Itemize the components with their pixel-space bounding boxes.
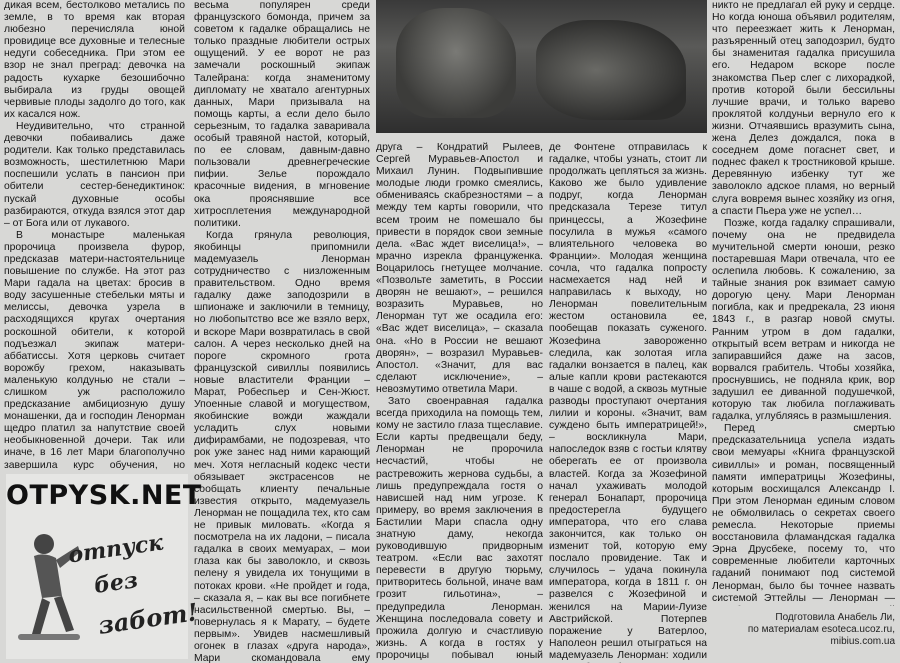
paragraph: Неудивительно, что странной девочки побаивались даже родители. Как только представилась возможность, шестилетнюю Мари поспешили услать в пансион при обители сестер-бенедиктинок: пускай духовные особы разбираются, откуда взялся этот дар – от Бога или от лукавого. (4, 120, 185, 229)
column-2 (194, 0, 370, 663)
credit-line: Подготовила Анабель Ли, (775, 612, 895, 623)
credit-line: mibius.com.ua (830, 636, 895, 647)
advertisement-otpysk[interactable] (6, 474, 202, 659)
paragraph: Зато своенравная гадалка всегда приходила на помощь тем, кому не застило глаза тщеславие. Если карты предвещали беду, Ленорман не пророчила несчастий, чтобы не растревожить жернова судьбы, а лишь предупреждала гостя о нависшей над ним угрозе. К примеру, во время заключения в Бастилии Мари спасла одну знатную даму, некогда руководившую придворным театром. «Если вас захотят перевести в другую тюрьму, притворитесь больной, иначе вам грозит гильотина», – предупредила Ленорман. Женщина последовала совету и прожила долгую и счастливую жизнь. А когда в гостях у пророчицы побывал юный (376, 395, 543, 661)
ad-logo: OTPYSK.NET (6, 480, 202, 511)
paragraph: дикая всем, бестолково метались по земле, в то время как вторая любезно перечисляла юной провидице все духовные и телесные недуги собеседника. При этом ее взор не знал преград: девочка на радость кухарке безошибочно выбирала из груды овощей червивые плоды задолго до того, как их касался нож. (4, 0, 185, 120)
article-credit (712, 612, 895, 648)
image-figure (396, 8, 516, 118)
ad-slogan-line: забот! (96, 597, 200, 640)
column-3 (376, 142, 543, 663)
paragraph: Позже, когда гадалку спрашивали, почему она не предвидела мучительной смерти юноши, резко постаревшая Мари отвечала, что ее ослепила любовь. К сожалению, за тайные знания рок взимает самую дорогую цену. Мари Ленорман погибла, как и предрекала, 23 июня 1843 г., в разгар новой смуты. Ранним утром в дом гадалки, открытый всем ветрам и никогда не запиравшийся даже на засов, ворвался грабитель. Чтобы хозяйка, проснувшись, не подняла крик, вор задушил ее диванной подушечкой, которую так любила поглаживать гадалка, углубляясь в размышления. (712, 217, 895, 423)
paragraph: весьма популярен среди французского бомонда, причем за советом к гадалке обращались не только праздные любители острых ощущений. У ее ворот не раз замечали роскошный экипаж Талейрана: когда знаменитому дипломату не хватало агентурных данных, Мари призывала на помощь карты, а если дело было серьезным, то гадалка заваривала особый травяной настой, который, по ее словам, давным-давно пользовали древнегреческие пифии. Зелье порождало красочные видения, в мгновение ока прояснявшие все хитросплетения международной политики. (194, 0, 370, 229)
paragraph: Перед смертью предсказательница успела издать свои мемуары «Книга французской сивиллы» и роман, посвященный памяти императрицы Жозефины, которым восхищался Александр I. При этом Ленорман единым словом не обмолвилась о секретах своего ремесла. Некоторые приемы восстановила фламандская гадалка Эрна Друсбеке, посему то, что современные любители карточных гаданий понимают под системой Ленорман, было бы точнее назвать системой Эттейлы — Ленорман — (712, 423, 895, 604)
credit-line: по материалам esoteca.ucoz.ru, (747, 624, 895, 635)
paragraph: де Фонтене отправилась к гадалке, чтобы узнать, стоит ли продолжать цепляться за жизнь. Каково же было удивление подруг, когда Ленорман предсказала Терезе титул принцессы, а Жозефине посулила в мужья «самого влиятельного человека во Франции». Молодая женщина сочла, что гадалка попросту насмехается над ней и направилась к выходу, но Ленорман повелительным жестом остановила ее, пообещав показать суженого. Жозефина завороженно следила, как золотая игла гадалки вонзается в палец, как алые капли крови растекаются в чаше с водой, а сквозь мутные разводы проступают очертания лилии и короны. «Значит, вам суждено быть императрицей!», – воскликнула Мари, напоследок взяв с гостьи клятву оберегать ее от произвола властей. Когда за Жозефиной начал ухаживать молодой генерал Бонапарт, пророчица предостерегла будущего императора, что его слава закончится, как только он изменит той, которую ему послало провидение. Так и случилось – удача покинула императора, когда в 1811 г. он развелся с Жозефиной и женился на Марии-Луизе Австрийской. Потерпев поражение у Ватерлоо, Наполеон решил отыграться на мадемуазель Ленорман: ходили (549, 142, 707, 661)
paragraph: Когда грянула революция, якобинцы припомнили мадемуазель Ленорман сотрудничество с низложенным правительством. Одно время гадалку даже заподозрили в шпионаже и заключили в темницу, но любопытство все же взяло верх, и вскоре Мари возвратилась в свой салон. А через несколько дней на пороге скромного грота французской сивиллы появились новые властители Франции – Марат, Робеспьер и Сен-Жюст. Упоенные славой и могуществом, якобинские вожди жаждали усладить слух новыми дифирамбами, не подозревая, что рок уже занес над ними карающий меч. Хотя негласный кодекс чести обязывает экстрасенсов не сообщать клиенту печальные известия открыто, мадемуазель Ленорман не пощадила тех, кто сам не привык миловать. «Когда я посмотрела на их ладони, – писала гадалка в своих мемуарах, – мои глаза как бы заволокло, и сквозь пелену я увидела их тонущими в потоках крови. «Не пройдет и года, – сказала я, – как вы все погибнете насильственной смертью. Вы, – повернулась я к Марату, – будете первым». Увидев насмешливый огонек в глазах «друга народа», Мари скомандовала ему (194, 229, 370, 663)
ad-slogan-line: отпуск (66, 529, 165, 569)
column-4 (549, 142, 707, 663)
column-5 (712, 0, 895, 606)
paragraph: В монастыре маленькая пророчица произвела фурор, предсказав матери-настоятельнице повышение по службе. На этот раз Мари гадала на цветах: бросив в воду засушенные стебельки мяты и мелиссы, девочка узрела в расходящихся кругах очертания роскошной обители, к которой подъезжал экипаж матери-аббатиссы. Хотя церковь считает ворожбу грехом, наказывать маленькую колдунью не стали – слишком уж расположило предсказание амбициозную душу монашенки, да и господин Ленорман щедро платил за напутствие своей необыкновенной дочери. Так или иначе, в 16 лет Мари благополучно завершила курс обучения, но (4, 229, 185, 470)
paragraph: друга – Кондратий Рылеев, Сергей Муравьев-Апостол и Михаил Лунин. Подвыпившие молодые люди громко смеялись, обмениваясь скабрезностями – а между тем карты говорили, что всем троим не помешало бы привести в порядок свои земные дела. «Вас ждет виселица!», – мрачно изрекла француженка. Воцарилось гнетущее молчание. «Позвольте заметить, в России дворян не вешают», – решился возразить Муравьев, но Ленорман тут же осадила его: «Вас ждет виселица», – сказала она. «Но в России не вешают дворян», – возразил Муравьев-Апостол. «Значит, для вас сделают исключение», – невозмутимо ответила Мари. (376, 142, 543, 395)
ad-slogan-line: без (92, 567, 140, 599)
column-1 (4, 0, 185, 470)
paragraph: никто не предлагал ей руку и сердце. Но когда юноша объявил родителям, что переезжает жить к Ленорман, разъяренный отец заподозрил, будто бы знаменитая гадалка присушила его. Недаром вскоре после знакомства Пьер слег с лихорадкой, против которой были бессильны лучшие врачи, и только варево проклятой колдуньи вернуло его к жизни. Отчаявшись вразумить сына, жена Делез дождался, пока в соседнем доме погаснет свет, и поднес факел к тростниковой крыше. Деревянную избенку тут же заволокло адское пламя, но верный слуга вовремя вынес хозяйку из огня, а спасти Пьера уже не успел… (712, 0, 895, 217)
illustration-image (376, 0, 707, 133)
image-figure (536, 20, 686, 120)
